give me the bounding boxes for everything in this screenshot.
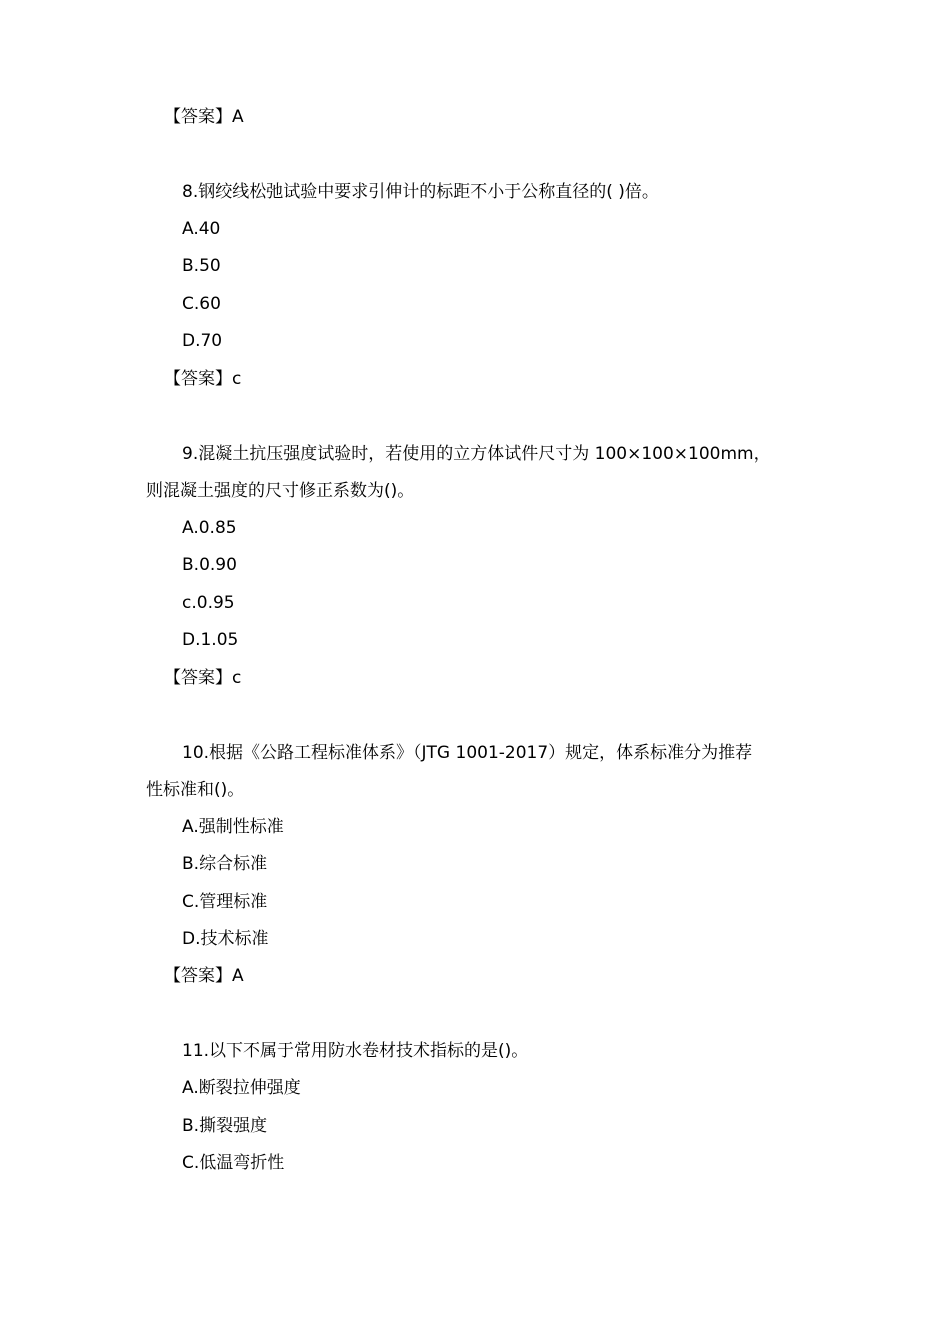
question-11-option-a: A.断裂拉伸强度 [182, 1078, 301, 1098]
answer-label: 【答案】 [164, 966, 232, 986]
question-10-answer [164, 964, 244, 988]
question-10-text-line-2: 性标准和()。 [146, 780, 245, 800]
answer-label: 【答案】 [164, 369, 232, 389]
question-11-option-b: B.撕裂强度 [182, 1116, 268, 1136]
question-9-answer [164, 666, 241, 690]
question-9-text-line-2: 则混凝土强度的尺寸修正系数为()。 [146, 481, 415, 501]
question-11-text: 11.以下不属于常用防水卷材技术指标的是()。 [182, 1041, 529, 1061]
question-8-option-d: D.70 [182, 331, 223, 351]
answer-value: A [232, 107, 244, 127]
question-10-option-c: C.管理标准 [182, 892, 268, 912]
answer-label: 【答案】 [164, 107, 232, 127]
question-9-option-d: D.1.05 [182, 630, 239, 650]
question-8-answer [164, 367, 241, 391]
question-9-text-line-1: 9.混凝土抗压强度试验时，若使用的立方体试件尺寸为 100×100×100mm， [182, 444, 771, 464]
answer-label: 【答案】 [164, 668, 232, 688]
question-8-text: 8.钢绞线松弛试验中要求引伸计的标距不小于公称直径的( )倍。 [182, 182, 659, 202]
question-10-text-line-1: 10.根据《公路工程标准体系》（JTG 1001-2017）规定，体系标准分为推荐 [182, 743, 753, 763]
question-8-option-b: B.50 [182, 256, 221, 276]
answer-value: c [232, 369, 242, 389]
question-8-option-a: A.40 [182, 219, 221, 239]
question-11-option-c: C.低温弯折性 [182, 1153, 285, 1173]
answer-line [164, 105, 244, 129]
question-9-option-c: c.0.95 [182, 593, 235, 613]
answer-value: A [232, 966, 244, 986]
question-10-option-b: B.综合标准 [182, 854, 268, 874]
question-10-option-a: A.强制性标准 [182, 817, 284, 837]
question-9-option-a: A.0.85 [182, 518, 237, 538]
answer-value: c [232, 668, 242, 688]
question-8-option-c: C.60 [182, 294, 221, 314]
question-9-option-b: B.0.90 [182, 555, 237, 575]
question-10-option-d: D.技术标准 [182, 929, 269, 949]
